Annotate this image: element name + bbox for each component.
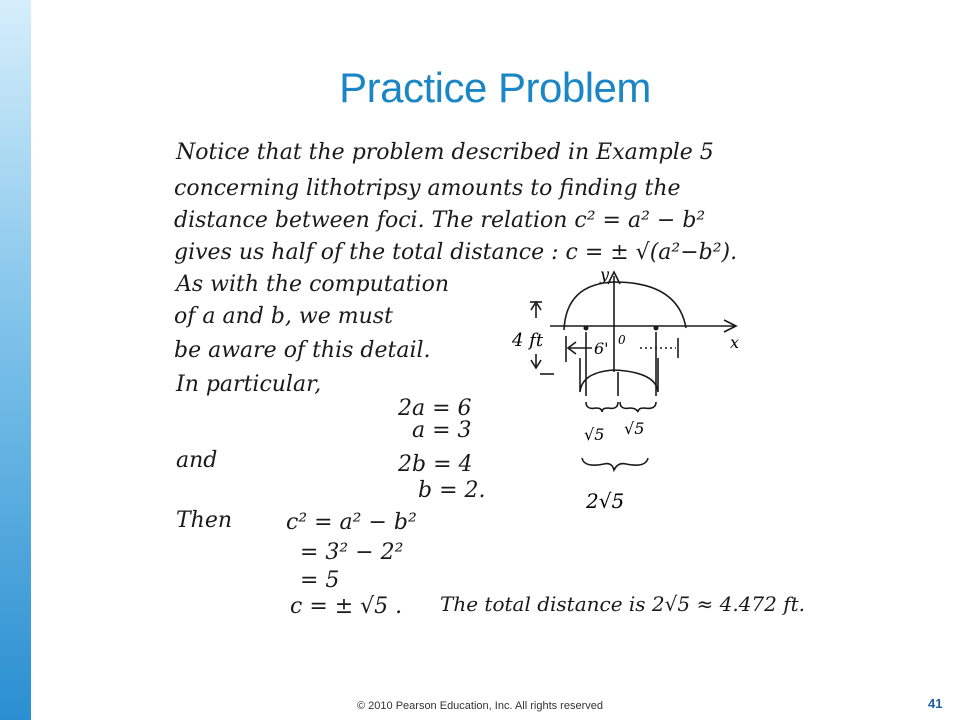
brace-left (586, 402, 618, 412)
equation-b: b = 2. (418, 478, 486, 503)
note-line-2: concerning lithotripsy amounts to finding the (174, 176, 681, 201)
y-axis-label: y (600, 265, 610, 284)
equation-2a: 2a = 6 (398, 396, 472, 421)
focus-left (584, 326, 589, 331)
equation-c4: c = ± √5 . (290, 594, 403, 619)
brace-total (582, 458, 648, 470)
focus-right (654, 326, 659, 331)
equation-c1: c² = a² − b² (286, 510, 417, 535)
focal-total-label: 2√5 (586, 489, 625, 513)
x-axis-label: x (730, 333, 740, 352)
note-line-1: Notice that the problem described in Example 5 (176, 140, 714, 165)
note-line-3: distance between foci. The relation c² = a² − b² (174, 208, 706, 233)
equation-c2: = 3² − 2² (300, 540, 404, 565)
equation-c3: = 5 (300, 568, 340, 593)
height-label: 4 ft (512, 330, 544, 351)
note-line-7: be aware of this detail. (174, 338, 431, 363)
equation-2b: 2b = 4 (398, 452, 473, 477)
note-line-8: In particular, (176, 372, 322, 397)
copyright-footer: © 2010 Pearson Education, Inc. All rights reserved (357, 700, 603, 712)
note-line-6: of a and b, we must (174, 304, 393, 329)
ellipse-diagram (500, 262, 760, 522)
then-label: Then (176, 508, 233, 533)
drop-line-right (614, 358, 658, 392)
brace-right (620, 402, 656, 412)
slide-title: Practice Problem (339, 64, 651, 111)
drop-line-left (580, 358, 614, 392)
and-label: and (176, 448, 218, 473)
half-focal-right: √5 (624, 419, 645, 438)
width-label: 6' (594, 339, 609, 358)
note-line-4: gives us half of the total distance : c = ± √(a²−b²). (174, 240, 738, 265)
note-line-5: As with the computation (176, 272, 449, 297)
half-focal-left: √5 (584, 425, 605, 444)
total-distance-text: The total distance is 2√5 ≈ 4.472 ft. (440, 592, 805, 616)
ellipse-arc (564, 282, 686, 330)
origin-label: 0 (618, 333, 626, 347)
equation-a: a = 3 (412, 418, 472, 443)
page-number: 41 (928, 696, 943, 711)
